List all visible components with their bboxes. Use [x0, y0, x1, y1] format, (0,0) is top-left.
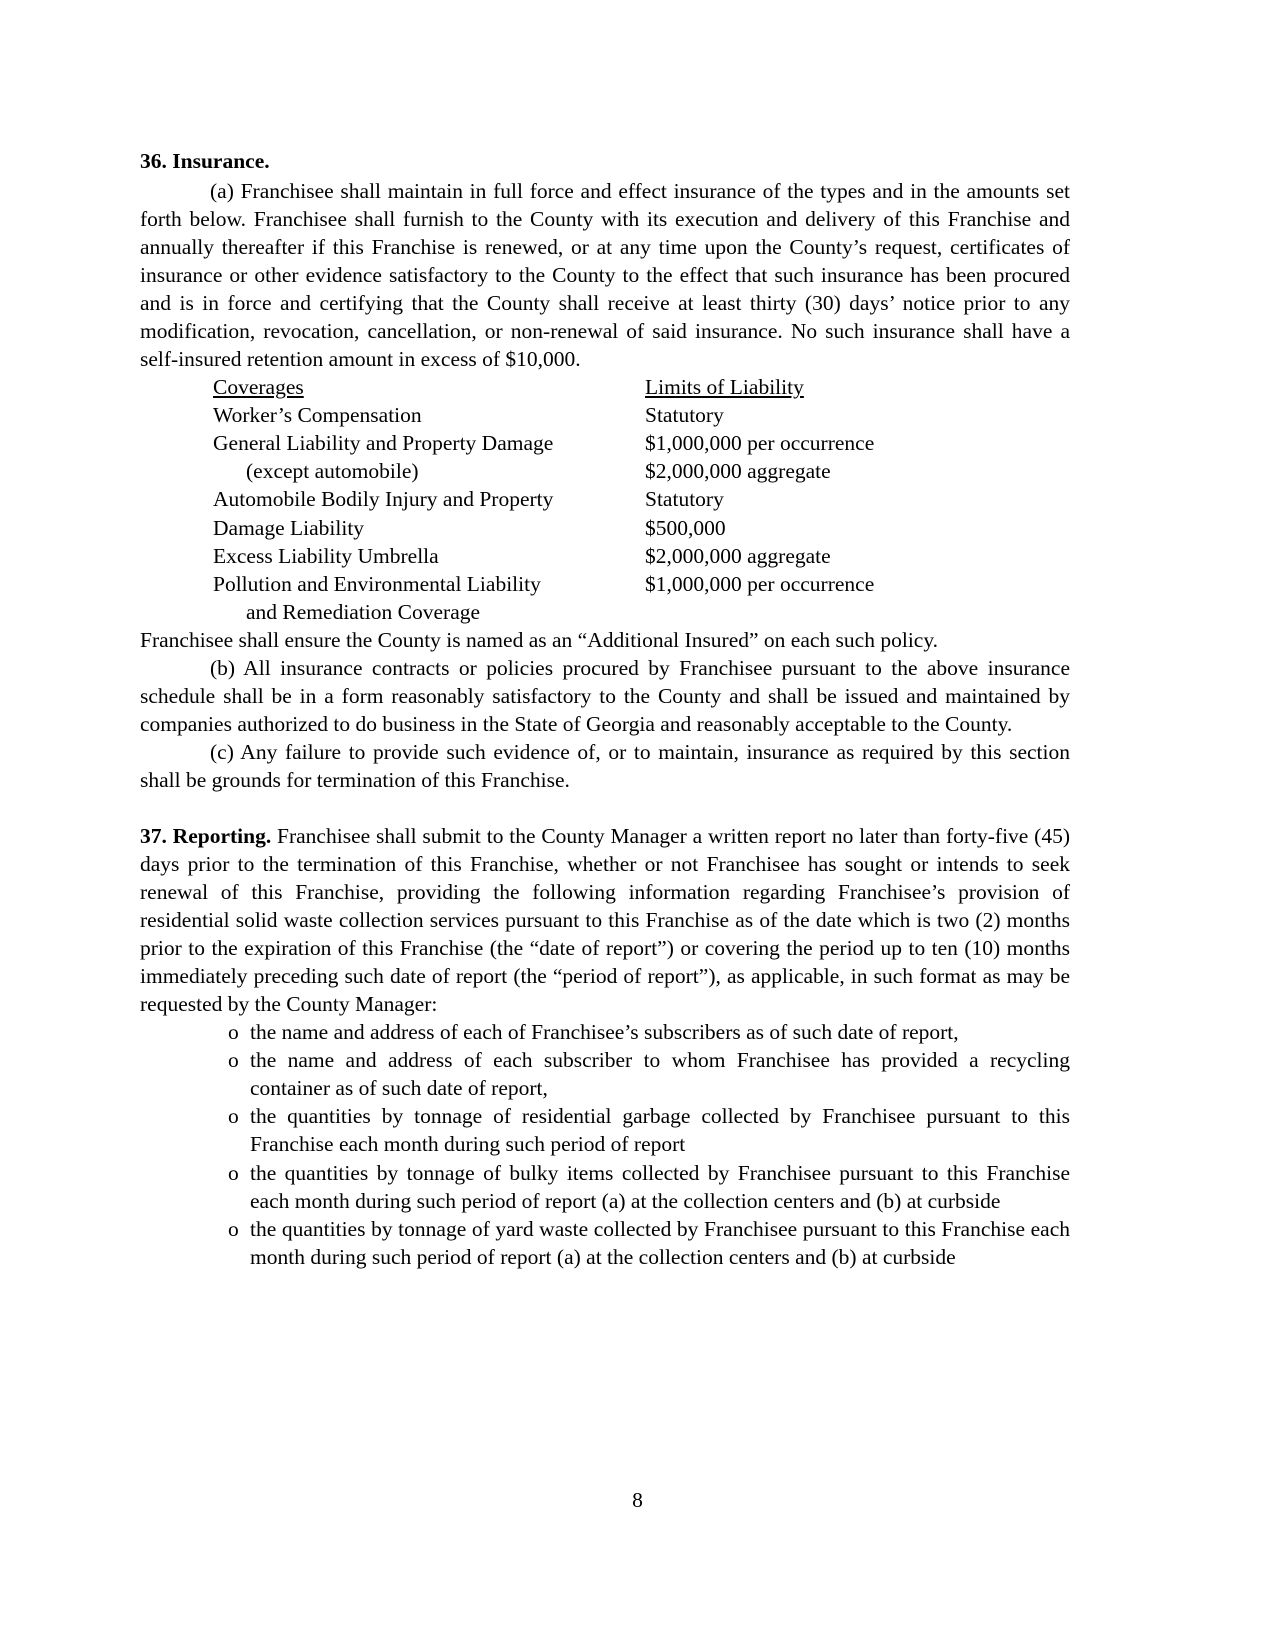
bullet-marker-icon: o — [228, 1216, 239, 1241]
coverage-cell: Damage Liability — [213, 515, 365, 540]
insurance-schedule-body — [140, 373, 1143, 625]
table-row — [140, 598, 1143, 626]
list-item-text: the quantities by tonnage of residential garbage collected by Franchisee pursuant to this Franchise each month during such period of report — [250, 1104, 1070, 1157]
section-spacer — [140, 794, 1070, 822]
table-row — [140, 401, 1143, 429]
table-row — [140, 485, 1143, 513]
section-heading-insurance: 36. Insurance. — [140, 149, 270, 173]
reporting-requirements-list — [140, 1018, 1070, 1270]
list-item-text: the quantities by tonnage of yard waste collected by Franchisee pursuant to this Franchise each month during such period of report (a) at the collection centers and (b) at curbside — [250, 1216, 1070, 1269]
table-row — [140, 570, 1143, 598]
coverage-cell-continuation: (except automobile) — [246, 459, 419, 484]
bullet-marker-icon: o — [228, 1160, 239, 1185]
section-heading-reporting: 37. Reporting. — [140, 823, 272, 848]
limit-cell: $500,000 — [645, 515, 726, 540]
limit-cell: Statutory — [645, 403, 724, 428]
list-item — [140, 1046, 1070, 1102]
list-item — [140, 1018, 1070, 1046]
limit-cell: $1,000,000 per occurrence — [645, 431, 875, 456]
list-item-text: the quantities by tonnage of bulky items collected by Franchisee pursuant to this Franchise each month during such period of report (a) at the collection centers and (b) at curbside — [250, 1160, 1070, 1213]
bullet-marker-icon: o — [228, 1048, 239, 1073]
coverage-cell: General Liability and Property Damage — [213, 431, 554, 456]
insurance-schedule-table — [140, 373, 1143, 625]
table-header-row — [140, 373, 1143, 401]
coverage-cell: Pollution and Environmental Liability — [213, 571, 541, 596]
insurance-paragraph-a: (a) Franchisee shall maintain in full force and effect insurance of the types and in the amounts set forth below. Franchisee shall furnish to the County with its execution and delivery of this Franchise and annually thereafter if this Franchise is renewed, or at any time upon the County’s request, certificates of insurance or other evidence satisfactory to the County to the effect that such insurance has been procured and is in force and certifying that the County shall receive at least thirty (30) days’ notice prior to any modification, revocation, cancellation, or non-renewal of said insurance. No such insurance shall have a self-insured retention amount in excess of $10,000. — [140, 178, 1070, 372]
insurance-paragraph-c: (c) Any failure to provide such evidence of, or to maintain, insurance as required by this section shall be grounds for termination of this Franchise. — [140, 739, 1070, 792]
list-item-text: the name and address of each of Franchisee’s subscribers as of such date of report, — [250, 1020, 959, 1045]
table-row — [140, 429, 1143, 457]
list-item — [140, 1102, 1070, 1158]
page-number: 8 — [632, 1488, 643, 1512]
insurance-paragraph-b: (b) All insurance contracts or policies procured by Franchisee pursuant to the above insurance schedule shall be in a form reasonably satisfactory to the County and shall be issued and maintained by companies authorized to do business in the State of Georgia and reasonably acceptable to the County. — [140, 655, 1070, 736]
table-row — [140, 457, 1143, 485]
page-content — [140, 148, 1070, 1271]
column-header-coverages: Coverages — [213, 375, 304, 400]
coverage-cell-continuation: and Remediation Coverage — [246, 599, 481, 624]
list-item — [140, 1159, 1070, 1215]
additional-insured-note: Franchisee shall ensure the County is named as an “Additional Insured” on each such policy. — [140, 627, 939, 652]
table-row — [140, 542, 1143, 570]
limit-cell: Statutory — [645, 487, 724, 512]
table-row — [140, 514, 1143, 542]
coverage-cell: Excess Liability Umbrella — [213, 543, 439, 568]
column-header-limits: Limits of Liability — [645, 375, 804, 400]
limit-cell — [645, 598, 1143, 626]
limit-cell: $2,000,000 aggregate — [645, 543, 831, 568]
bullet-marker-icon: o — [228, 1020, 239, 1045]
coverage-cell: Automobile Bodily Injury and Property — [213, 487, 554, 512]
limit-cell: $2,000,000 aggregate — [645, 459, 831, 484]
reporting-lead-text: Franchisee shall submit to the County Manager a written report no later than forty-five (45) days prior to the termination of this Franchise, whether or not Franchisee has sought or intends to seek renewal of this Franchise, providing the following information regarding Franchisee’s provision of residential solid waste collection services pursuant to this Franchise as of the date which is two (2) months prior to the expiration of this Franchise (the “date of report”) or covering the period up to ten (10) months immediately preceding such date of report (the “period of report”), as applicable, in such format as may be requested by the County Manager: — [140, 823, 1070, 1017]
coverage-cell: Worker’s Compensation — [213, 403, 422, 428]
list-item — [140, 1215, 1070, 1271]
list-item-text: the name and address of each subscriber to whom Franchisee has provided a recycling container as of such date of report, — [250, 1048, 1070, 1101]
limit-cell: $1,000,000 per occurrence — [645, 571, 875, 596]
bullet-marker-icon: o — [228, 1104, 239, 1129]
section-paragraph-reporting — [140, 822, 1070, 1018]
